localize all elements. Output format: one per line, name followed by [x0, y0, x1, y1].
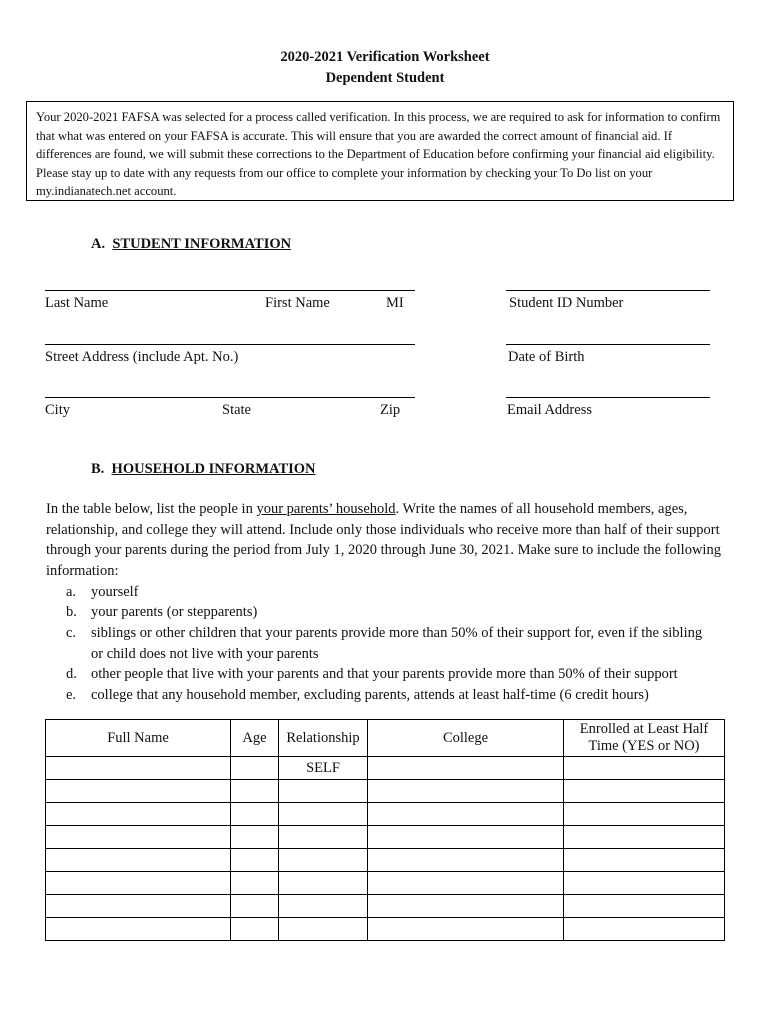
- college-cell[interactable]: [368, 872, 564, 895]
- enrolled-cell[interactable]: [564, 849, 725, 872]
- household-instructions: [46, 499, 736, 581]
- college-cell[interactable]: [368, 826, 564, 849]
- email-label: Email Address: [507, 402, 592, 418]
- list-item-text: your parents (or stepparents): [91, 604, 258, 620]
- college-cell[interactable]: [368, 803, 564, 826]
- age-cell[interactable]: [231, 780, 279, 803]
- list-item-text: other people that live with your parents and that your parents provide more than 50% of their support: [91, 666, 678, 682]
- full-name-cell[interactable]: [46, 803, 231, 826]
- enrolled-cell[interactable]: [564, 826, 725, 849]
- street-address-label: Street Address (include Apt. No.): [45, 349, 239, 365]
- list-marker: a.: [66, 584, 77, 600]
- list-marker: c.: [66, 625, 77, 641]
- section-b-heading: [91, 461, 316, 478]
- age-cell[interactable]: [231, 757, 279, 780]
- full-name-cell[interactable]: [46, 872, 231, 895]
- notice-text: Your 2020-2021 FAFSA was selected for a process called verification. In this process, we are required to ask for information to confirm that what was entered on your FAFSA is accurate. This will ensure that you are awarded the correct amount of financial aid. If differences are found, we will submit these corrections to the Department of Education before confirming your financial aid eligibility. Please stay up to date with any requests from our office to complete your information by checking your To Do list on your my.indianatech.net account.: [36, 110, 721, 199]
- mi-label: MI: [386, 295, 404, 311]
- relationship-cell[interactable]: [279, 803, 368, 826]
- enrolled-cell[interactable]: [564, 918, 725, 941]
- age-cell[interactable]: [231, 895, 279, 918]
- enrolled-cell[interactable]: [564, 895, 725, 918]
- col-header-age: Age: [231, 720, 279, 757]
- section-a-heading: [91, 236, 291, 253]
- zip-label: Zip: [380, 402, 401, 418]
- list-marker: b.: [66, 604, 77, 620]
- relationship-cell[interactable]: [279, 872, 368, 895]
- list-item-text: college that any household member, excluding parents, attends at least half-time (6 credit hours): [91, 687, 649, 703]
- enrolled-cell[interactable]: [564, 803, 725, 826]
- state-label: State: [222, 402, 251, 418]
- worksheet-title: 2020-2021 Verification Worksheet: [280, 49, 490, 65]
- section-b-title: HOUSEHOLD INFORMATION: [111, 461, 316, 477]
- table-header-row: [46, 720, 725, 757]
- full-name-cell[interactable]: [46, 918, 231, 941]
- college-cell[interactable]: [368, 780, 564, 803]
- intro-text-end: . Write the names of all household members, ages, relationship, and college they will attend. Include only those individuals who receive more than half of their support through your parents during the period from July 1, 2020 through June 30, 2021. Make sure to include the following information:: [46, 501, 721, 579]
- table-row: [46, 780, 725, 803]
- full-name-cell[interactable]: [46, 895, 231, 918]
- list-marker: d.: [66, 666, 77, 682]
- section-a-letter: A.: [91, 236, 106, 252]
- city-state-zip-field-line[interactable]: [45, 397, 415, 398]
- email-field-line[interactable]: [506, 397, 710, 398]
- table-row: [46, 826, 725, 849]
- relationship-cell[interactable]: [279, 780, 368, 803]
- college-cell[interactable]: [368, 895, 564, 918]
- full-name-cell[interactable]: [46, 826, 231, 849]
- street-address-field-line[interactable]: [45, 344, 415, 345]
- city-label: City: [45, 402, 70, 418]
- table-row: [46, 849, 725, 872]
- section-b-letter: B.: [91, 461, 105, 477]
- verification-notice: [26, 101, 734, 201]
- name-field-line[interactable]: [45, 290, 415, 291]
- age-cell[interactable]: [231, 826, 279, 849]
- list-item-text: siblings or other children that your parents provide more than 50% of their support for, even if the sibling or child does not live with your parents: [91, 625, 703, 662]
- full-name-cell[interactable]: [46, 849, 231, 872]
- section-a-title: STUDENT INFORMATION: [112, 236, 292, 252]
- parents-household-emphasis: your parents’ household: [256, 501, 396, 517]
- college-cell[interactable]: [368, 849, 564, 872]
- dob-label: Date of Birth: [508, 349, 585, 365]
- list-item-text: yourself: [91, 584, 139, 600]
- age-cell[interactable]: [231, 872, 279, 895]
- col-header-enrolled: Enrolled at Least Half Time (YES or NO): [564, 720, 725, 757]
- college-cell[interactable]: [368, 918, 564, 941]
- table-row: [46, 803, 725, 826]
- intro-text-start: In the table below, list the people in: [46, 501, 257, 517]
- col-header-full-name: Full Name: [46, 720, 231, 757]
- student-id-label: Student ID Number: [509, 295, 624, 311]
- relationship-cell: SELF: [279, 757, 368, 780]
- col-header-college: College: [368, 720, 564, 757]
- age-cell[interactable]: [231, 803, 279, 826]
- age-cell[interactable]: [231, 918, 279, 941]
- household-table: [45, 719, 725, 941]
- full-name-cell[interactable]: [46, 780, 231, 803]
- last-name-label: Last Name: [45, 295, 109, 311]
- dob-field-line[interactable]: [506, 344, 710, 345]
- relationship-cell[interactable]: [279, 918, 368, 941]
- relationship-cell[interactable]: [279, 849, 368, 872]
- table-row: [46, 757, 725, 780]
- col-header-relationship: Relationship: [279, 720, 368, 757]
- age-cell[interactable]: [231, 849, 279, 872]
- first-name-label: First Name: [265, 295, 330, 311]
- enrolled-cell[interactable]: [564, 780, 725, 803]
- enrolled-cell[interactable]: [564, 872, 725, 895]
- worksheet-subtitle: Dependent Student: [325, 70, 445, 86]
- table-row: [46, 918, 725, 941]
- table-row: [46, 895, 725, 918]
- table-row: [46, 872, 725, 895]
- list-marker: e.: [66, 687, 77, 703]
- relationship-cell[interactable]: [279, 895, 368, 918]
- full-name-cell[interactable]: [46, 757, 231, 780]
- student-id-field-line[interactable]: [506, 290, 710, 291]
- college-cell[interactable]: [368, 757, 564, 780]
- relationship-cell[interactable]: [279, 826, 368, 849]
- enrolled-cell[interactable]: [564, 757, 725, 780]
